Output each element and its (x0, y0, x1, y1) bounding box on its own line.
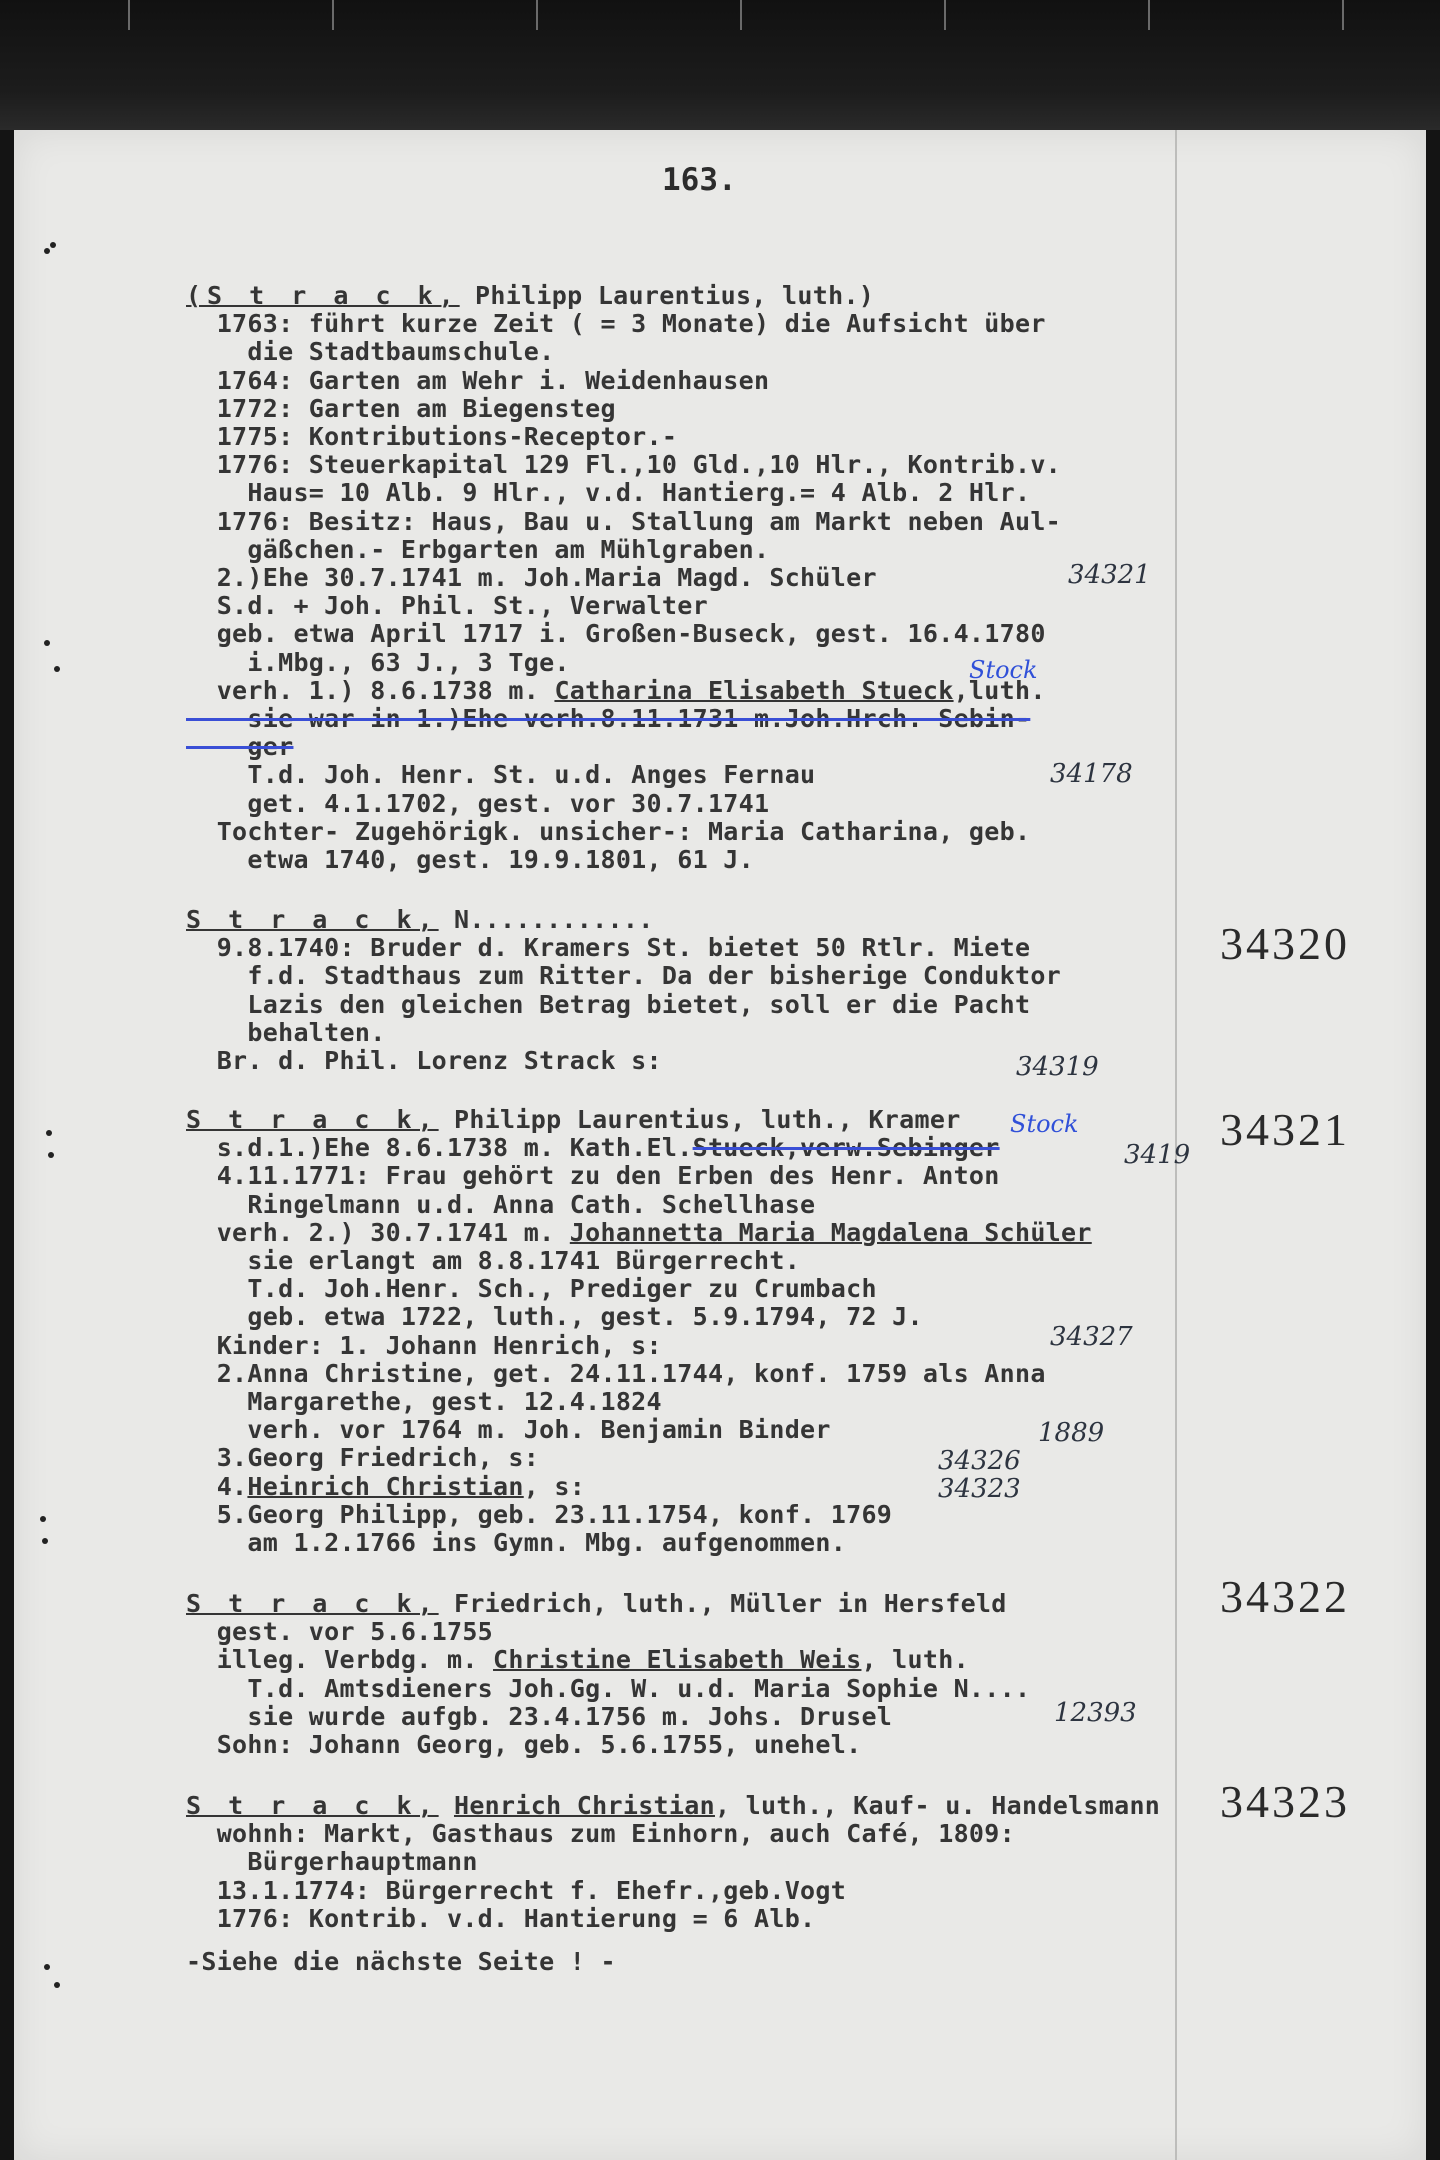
text-segment: Friedrich, luth., Müller in Hersfeld (438, 1589, 1007, 1618)
text-segment: N............ (438, 905, 654, 934)
text-segment: Catharina Elisabeth Stueck (554, 675, 954, 705)
text-segment: , luth., Kauf- u. Handelsmann (714, 1791, 1161, 1820)
text-segment: , s: (523, 1471, 586, 1501)
text-line (186, 395, 616, 423)
text-segment: f.d. Stadthaus zum Ritter. Da der bisherige Conduktor (186, 961, 1062, 991)
text-line (186, 1332, 662, 1360)
text-segment: 1763: führt kurze Zeit ( = 3 Monate) die Aufsicht über (186, 309, 1046, 339)
text-segment: Br. d. Phil. Lorenz Strack s: (186, 1046, 662, 1075)
page-number: 163. (662, 162, 737, 198)
strip-mark (1342, 0, 1344, 30)
text-line (186, 620, 1046, 648)
text-line (186, 1106, 961, 1134)
text-segment: sie wurde aufgb. 23.4.1756 m. Johs. Drusel (186, 1701, 893, 1731)
handwritten-note: 34326 (938, 1446, 1021, 1476)
text-segment: am 1.2.1766 ins Gymn. Mbg. aufgenommen. (186, 1528, 847, 1557)
handwritten-note: 3419 (1124, 1140, 1191, 1170)
text-segment: Bürgerhauptmann (186, 1847, 478, 1877)
text-line (186, 592, 708, 620)
text-segment: Lazis den gleichen Betrag bietet, soll er die Pacht (186, 989, 1031, 1019)
text-segment: Christine Elisabeth Weis (493, 1645, 862, 1675)
text-segment: Haus= 10 Alb. 9 Hlr., v.d. Hantierg.= 4 Alb. 2 Hlr. (186, 478, 1031, 508)
text-segment: verh. 1.) 8.6.1738 m. (186, 675, 555, 705)
text-line (186, 1360, 1046, 1388)
text-segment: verh. vor 1764 m. Joh. Benjamin Binder (186, 1415, 831, 1445)
text-line (186, 1820, 1015, 1848)
text-line (186, 1416, 831, 1444)
text-segment: 1776: Besitz: Haus, Bau u. Stallung am Markt neben Aul- (186, 506, 1062, 536)
text-segment: geb. etwa April 1717 i. Großen-Buseck, gest. 16.4.1780 (186, 619, 1046, 649)
text-segment: Kinder: 1. Johann Henrich, s: (186, 1330, 662, 1360)
text-line (186, 1303, 923, 1331)
handwritten-note: 12393 (1054, 1698, 1137, 1728)
text-line (186, 479, 1030, 507)
text-segment: sie war in 1.)Ehe verh.8.11.1731 m.Joh.Hrch. Sebin- (186, 704, 1031, 733)
text-line (186, 1247, 800, 1275)
text-line (186, 1134, 1000, 1162)
text-segment: Johannetta Maria Magdalena Schüler (569, 1217, 1092, 1247)
text-line (186, 906, 654, 934)
strip-mark (740, 0, 742, 30)
text-line (186, 338, 554, 366)
text-line (186, 1948, 616, 1976)
text-line (186, 423, 677, 451)
text-segment: S t r a c k, (186, 1105, 439, 1134)
text-line (186, 1162, 1000, 1190)
text-segment: T.d. Joh.Henr. Sch., Prediger zu Crumbach (186, 1274, 877, 1304)
text-segment: , luth. (861, 1645, 969, 1675)
text-line (186, 1905, 815, 1933)
handwritten-note: 1889 (1038, 1418, 1105, 1448)
text-line (186, 1590, 1007, 1618)
text-segment: sie erlangt am 8.8.1741 Bürgerrecht. (186, 1246, 801, 1275)
text-segment: Heinrich Christian (247, 1471, 524, 1501)
text-line (186, 677, 1046, 705)
text-line (186, 818, 1030, 846)
text-line (186, 846, 754, 874)
text-line (186, 1618, 493, 1646)
text-line (186, 1275, 877, 1303)
text-segment: 1775: Kontributions-Receptor.- (186, 422, 678, 451)
text-segment: gest. vor 5.6.1755 (186, 1617, 494, 1647)
text-line (186, 310, 1046, 338)
text-line (186, 761, 815, 789)
text-line (186, 367, 769, 395)
text-line (186, 1501, 892, 1529)
text-segment (439, 1791, 454, 1820)
text-segment: Ringelmann u.d. Anna Cath. Schellhase (186, 1189, 816, 1219)
scanner-top-strip (0, 0, 1440, 130)
entry-number: 34323 (1220, 1776, 1350, 1827)
text-segment: Stueck,verw.Sebinger (692, 1133, 1000, 1163)
text-segment: Margarethe, gest. 12.4.1824 (186, 1387, 662, 1416)
text-line (186, 1529, 846, 1557)
text-line (186, 564, 877, 592)
text-line (186, 705, 1030, 733)
text-line (186, 1191, 815, 1219)
text-line (186, 1047, 662, 1075)
text-line (186, 1848, 478, 1876)
text-segment: behalten. (186, 1017, 386, 1047)
handwritten-note: Stock (1010, 1110, 1079, 1138)
text-segment: get. 4.1.1702, gest. vor 30.7.1741 (186, 788, 770, 818)
text-line (186, 508, 1061, 536)
handwritten-note: 34321 (1068, 560, 1151, 590)
text-line (186, 790, 769, 818)
text-segment: ,luth. (953, 675, 1046, 705)
text-segment: 2.)Ehe 30.7.1741 m. Joh.Maria Magd. Schüler (186, 563, 877, 592)
text-segment: 1764: Garten am Wehr i. Weidenhausen (186, 365, 770, 395)
text-segment: 1772: Garten am Biegensteg (186, 393, 616, 423)
strip-mark (536, 0, 538, 30)
text-segment: S t r a c k, (186, 905, 439, 934)
text-segment: geb. etwa 1722, luth., gest. 5.9.1794, 72 J. (186, 1302, 923, 1332)
text-segment: Tochter- Zugehörigk. unsicher-: Maria Catharina, geb. (186, 816, 1031, 846)
text-line (186, 962, 1061, 990)
text-line (186, 1703, 892, 1731)
text-segment: (S t r a c k, (186, 281, 460, 310)
text-line (186, 1019, 386, 1047)
text-segment: 5.Georg Philipp, geb. 23.11.1754, konf. 1769 (186, 1499, 893, 1529)
text-segment: S.d. + Joh. Phil. St., Verwalter (186, 591, 708, 621)
text-segment: 4. (186, 1471, 248, 1501)
text-segment: -Siehe die nächste Seite ! - (186, 1947, 616, 1976)
text-segment: S t r a c k, (186, 1589, 439, 1618)
text-segment: 13.1.1774: Bürgerrecht f. Ehefr.,geb.Vogt (186, 1875, 847, 1905)
text-segment: die Stadtbaumschule. (186, 337, 555, 367)
strip-mark (1148, 0, 1150, 30)
text-segment: T.d. Amtsdieners Joh.Gg. W. u.d. Maria Sophie N.... (186, 1673, 1031, 1703)
text-line (186, 1646, 969, 1674)
text-segment: 1776: Steuerkapital 129 Fl.,10 Gld.,10 Hlr., Kontrib.v. (186, 450, 1062, 480)
entry-number: 34320 (1220, 918, 1350, 969)
text-segment: s.d.1.)Ehe 8.6.1738 m. Kath.El. (186, 1133, 693, 1163)
text-segment: Henrich Christian (453, 1791, 715, 1820)
text-line (186, 536, 769, 564)
text-segment: 3.Georg Friedrich, s: (186, 1443, 540, 1473)
text-segment: Philipp Laurentius, luth.) (459, 281, 875, 310)
handwritten-note: 34178 (1050, 759, 1133, 789)
text-segment: 2.Anna Christine, get. 24.11.1744, konf. 1759 als Anna (186, 1358, 1046, 1388)
text-segment: ger (186, 732, 294, 762)
text-line (186, 1219, 1092, 1247)
entry-number: 34321 (1220, 1104, 1350, 1155)
text-segment: S t r a c k, (186, 1791, 439, 1820)
text-line (186, 1877, 846, 1905)
text-segment: 9.8.1740: Bruder d. Kramers St. bietet 50 Rtlr. Miete (186, 933, 1031, 963)
text-segment: gäßchen.- Erbgarten am Mühlgraben. (186, 534, 770, 564)
document-page (14, 130, 1426, 2160)
text-segment: verh. 2.) 30.7.1741 m. (186, 1217, 570, 1247)
handwritten-note: 34327 (1050, 1322, 1133, 1352)
text-segment: wohnh: Markt, Gasthaus zum Einhorn, auch Café, 1809: (186, 1819, 1015, 1849)
text-segment: illeg. Verbdg. m. (186, 1645, 494, 1675)
text-segment: Sohn: Johann Georg, geb. 5.6.1755, unehel. (186, 1730, 862, 1759)
text-line (186, 451, 1061, 479)
handwritten-note: 34319 (1016, 1052, 1099, 1082)
text-line (186, 733, 293, 761)
text-line (186, 1731, 861, 1759)
text-segment: i.Mbg., 63 J., 3 Tge. (186, 647, 570, 677)
handwritten-note: Stock (969, 656, 1038, 684)
text-segment: etwa 1740, gest. 19.9.1801, 61 J. (186, 845, 754, 874)
text-line (186, 1444, 539, 1472)
text-segment: T.d. Joh. Henr. St. u.d. Anges Fernau (186, 760, 816, 790)
text-line (186, 991, 1030, 1019)
strip-mark (128, 0, 130, 30)
text-line (186, 934, 1030, 962)
text-line (186, 1675, 1030, 1703)
strip-mark (332, 0, 334, 30)
text-line (186, 649, 570, 677)
text-segment: 4.11.1771: Frau gehört zu den Erben des Henr. Anton (186, 1161, 1000, 1191)
text-line (186, 1792, 1160, 1820)
entry-number: 34322 (1220, 1571, 1350, 1622)
text-segment: 1776: Kontrib. v.d. Hantierung = 6 Alb. (186, 1903, 816, 1933)
text-line (186, 1388, 662, 1416)
text-line (186, 1473, 585, 1501)
handwritten-note: 34323 (938, 1474, 1021, 1504)
text-segment: Philipp Laurentius, luth., Kramer (438, 1105, 961, 1134)
typed-text-area (14, 130, 1426, 2160)
text-line (186, 282, 874, 310)
strip-mark (944, 0, 946, 30)
